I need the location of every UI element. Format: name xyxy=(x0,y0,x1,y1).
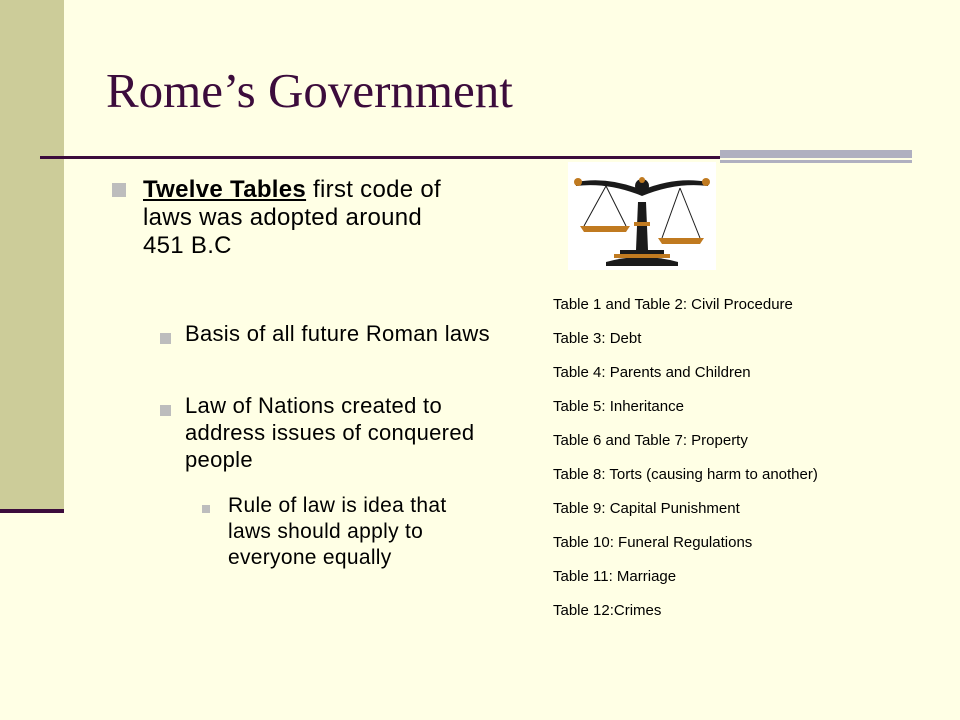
left-decor-underline xyxy=(0,509,64,513)
slide-title: Rome’s Government xyxy=(106,63,513,118)
bullet-square-icon xyxy=(202,505,210,513)
table-item: Table 5: Inheritance xyxy=(553,398,684,415)
bullet-sub-2: Law of Nations created to address issues of conquered people xyxy=(185,393,475,472)
table-item: Table 12:Crimes xyxy=(553,602,662,619)
table-item: Table 10: Funeral Regulations xyxy=(553,534,753,551)
table-item: Table 9: Capital Punishment xyxy=(553,500,740,517)
table-item: Table 6 and Table 7: Property xyxy=(553,432,748,449)
bullet-square-icon xyxy=(112,183,126,197)
table-item: Table 4: Parents and Children xyxy=(553,364,751,381)
table-item: Table 11: Marriage xyxy=(553,568,677,585)
scales-of-justice-icon xyxy=(568,162,716,270)
title-rule xyxy=(40,156,720,159)
table-item: Table 8: Torts (causing harm to another) xyxy=(553,466,818,483)
bullet-subsub-1: Rule of law is idea that laws should apply to everyone equally xyxy=(228,494,447,569)
table-item: Table 1 and Table 2: Civil Procedure xyxy=(553,296,793,313)
table-item: Table 3: Debt xyxy=(553,330,642,347)
bullet-square-icon xyxy=(160,333,171,344)
bullet-main-text: first code of laws was adopted around 451 B.C xyxy=(143,176,442,259)
bullet-main-underlined: Twelve Tables xyxy=(143,176,307,203)
tables-list xyxy=(553,296,913,636)
bullet-sub-1: Basis of all future Roman laws xyxy=(185,321,490,346)
title-rule-accent-lower xyxy=(720,160,912,163)
bullet-main xyxy=(143,176,443,260)
bullet-square-icon xyxy=(160,405,171,416)
title-rule-accent xyxy=(720,150,912,158)
left-decor-band xyxy=(0,0,64,512)
